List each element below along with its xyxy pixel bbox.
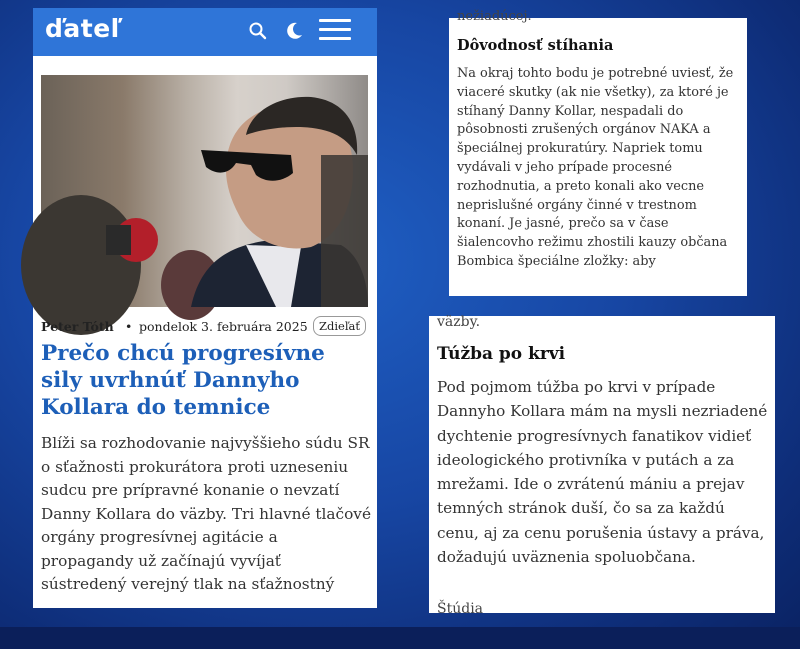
site-header <box>33 8 377 56</box>
excerpt-cut-text: nežiadúcej. <box>457 9 532 24</box>
excerpt-card-bottom <box>429 314 775 617</box>
site-logo[interactable]: ďateľ <box>45 14 124 43</box>
meta-separator: • <box>125 319 133 334</box>
excerpt-body: Pod pojmom túžba po krvi v prípade Dannyho Kollara mám na mysli nezriadené dychtenie progresívnych fanatikov vidieť ideologického protivníka v putách a za mrežami. Ide o zvrátenú mániu a prejav temných stránok duší, čo sa za každú cenu, aj za cenu porušenia ústavy a práva, dožadujú uväznenia spoluobčana. <box>437 378 768 567</box>
article-title: Prečo chcú progresívne sily uvrhnúť Dannyho Kollara do temnice <box>41 341 325 420</box>
article-meta <box>41 316 369 338</box>
search-icon[interactable] <box>247 20 269 42</box>
excerpt-card-top <box>449 9 747 296</box>
share-button[interactable]: Zdieľať <box>313 316 366 336</box>
article-photo <box>41 75 368 307</box>
background-bottom-strip <box>0 627 800 649</box>
photo-illustration <box>41 75 368 307</box>
publish-date: pondelok 3. februára 2025 <box>139 319 308 334</box>
excerpt-cut-bottom: Štúdia <box>437 601 484 617</box>
excerpt-heading: Dôvodnosť stíhania <box>457 37 614 54</box>
hamburger-menu-icon[interactable] <box>319 19 351 43</box>
article-card <box>33 8 377 608</box>
excerpt-heading: Túžba po krvi <box>437 344 566 364</box>
moon-icon[interactable] <box>283 20 305 42</box>
excerpt-body: Na okraj tohto bodu je potrebné uviesť, že viaceré skutky (ak nie všetky), za ktoré je stíhaný Danny Kollar, nespadali do pôsobnosti zrušených orgánov NAKA a špeciálnej prokuratúry. Napriek tomu vydávali v jeho prípade procesné rozhodnutia, a preto konali ako vecne neprislušné orgány činné v trestnom konaní. Je jasné, prečo sa v čase šialencovho režimu zhostili kauzy občana Bombica špeciálne zložky: aby <box>457 66 734 269</box>
author-name[interactable]: Peter Tóth <box>41 319 114 334</box>
excerpt-cut-text: väzby. <box>437 314 481 330</box>
article-lead: Blíži sa rozhodovanie najvyššieho súdu SR o sťažnosti prokurátora proti uzneseniu sudcu pre prípravné konanie o nevzatí Danny Kollara do väzby. Tri hlavné tlačové orgány progresívnej agitácie a propagandy už začínajú vyvíjať sústredený verejný tlak na sťažnostný <box>41 434 372 593</box>
